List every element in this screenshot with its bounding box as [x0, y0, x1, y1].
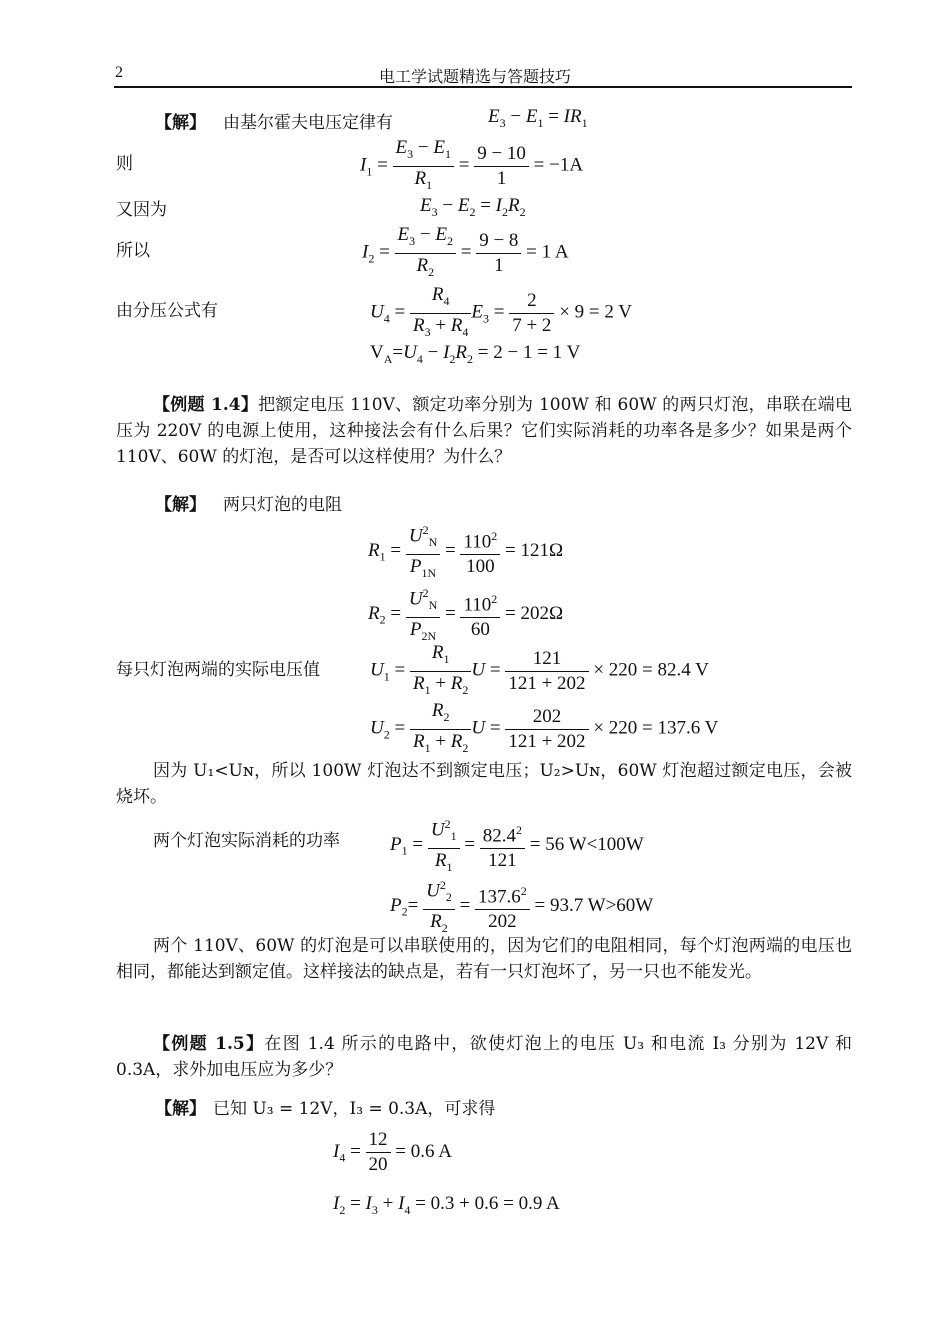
- power-label: 两个灯泡实际消耗的功率: [153, 831, 340, 851]
- divider-formula-label: 由分压公式有: [116, 301, 218, 321]
- example-1-5-question: 【例题 1.5】在图 1.4 所示的电路中，欲使灯泡上的电压 U₃ 和电流 I₃ 分别为 12V 和 0.3A，求外加电压应为多少？: [116, 1034, 852, 1080]
- p2-equation: $P_2=$ $\frac{U^2_2}{R_2}$ = $\frac{137.6^2}{202}$ = 93.7 W>60W: [390, 873, 653, 940]
- voltage-label: 每只灯泡两端的实际电压值: [116, 660, 320, 680]
- r1-equation: $R_1$ = $\frac{U^2_N}{P_{1N}}$ = $\frac{110^2}{100}$ = 121Ω: [368, 518, 563, 585]
- kvl-equation: $E_3 - E_1 = IR_1$: [488, 106, 588, 130]
- kvl-intro-text: 由基尔霍夫电压定律有: [223, 113, 393, 133]
- therefore-label: 所以: [116, 241, 150, 261]
- conclusion-paragraph: 两个 110V、60W 的灯泡是可以串联使用的，因为它们的电阻相同，每个灯泡两端的电压也相同，都能达到额定值。这样接法的缺点是，若有一只灯泡坏了，另一只也不能发光。: [116, 936, 852, 982]
- solution-label-1-4: 【解】: [155, 495, 206, 515]
- i4-equation: $I_4$ = $\frac{12}{20}$ = 0.6 A: [333, 1129, 452, 1175]
- u4-equation: $U_4$ = $\frac{R_4}{R_3 + R_4}$ $E_3$ = $\frac{2}{7 + 2}$ × 9 = 2 V: [370, 284, 632, 339]
- known-values-text: 已知 U₃ = 12V，I₃ = 0.3A，可求得: [213, 1099, 496, 1119]
- u1-equation: $U_1$ = $\frac{R_1}{R_1 + R_2}$ U = $\frac{121}{121 + 202}$ × 220 = 82.4 V: [370, 642, 709, 697]
- solution-label-1-5: 【解】: [155, 1099, 206, 1119]
- solution-label: 【解】: [155, 113, 206, 133]
- i2-equation: $I_2$ = $\frac{E_3 - E_2}{R_2}$ = $\frac{9 - 8}{1}$ = 1 A: [362, 224, 569, 279]
- because-label: 又因为: [116, 200, 167, 220]
- analysis-paragraph: 因为 U₁<Uɴ，所以 100W 灯泡达不到额定电压；U₂>Uɴ，60W 灯泡超过额定电压，会被烧坏。: [116, 761, 852, 807]
- va-equation: $V_A=U_4 - I_2R_2 = 2 - 1 = 1$ V: [370, 342, 581, 366]
- page-number: 2: [115, 64, 123, 81]
- p1-equation: $P_1$ = $\frac{U^2_1}{R_1}$ = $\frac{82.4^2}{121}$ = 56 W<100W: [390, 812, 644, 879]
- e3-e2-equation: $E_3 - E_2 = I_2R_2$: [420, 195, 526, 219]
- then-label: 则: [116, 154, 133, 174]
- i1-equation: $I_1$ = $\frac{E_3 - E_1}{R_1}$ = $\frac{9 - 10}{1}$ = −1A: [360, 137, 584, 192]
- example-1-4-question: 【例题 1.4】把额定电压 110V、额定功率分别为 100W 和 60W 的两只灯泡，串联在端电压为 220V 的电源上使用，这种接法会有什么后果？它们实际消耗的功率各是多少？如果是两个 110V、60W 的灯泡，是否可以这样使用？为什么？: [116, 395, 852, 467]
- r2-equation: $R_2$ = $\frac{U^2_N}{P_{2N}}$ = $\frac{110^2}{60}$ = 202Ω: [368, 581, 563, 648]
- u2-equation: $U_2$ = $\frac{R_2}{R_1 + R_2}$ U = $\frac{202}{121 + 202}$ × 220 = 137.6 V: [370, 700, 719, 755]
- i2-sum-equation: $I_2 = I_3 + I_4 = 0.3 + 0.6 = 0.9$ A: [333, 1193, 560, 1217]
- resistance-intro: 两只灯泡的电阻: [223, 495, 342, 515]
- header-rule: [114, 86, 852, 88]
- running-header-title: 电工学试题精选与答题技巧: [378, 67, 571, 86]
